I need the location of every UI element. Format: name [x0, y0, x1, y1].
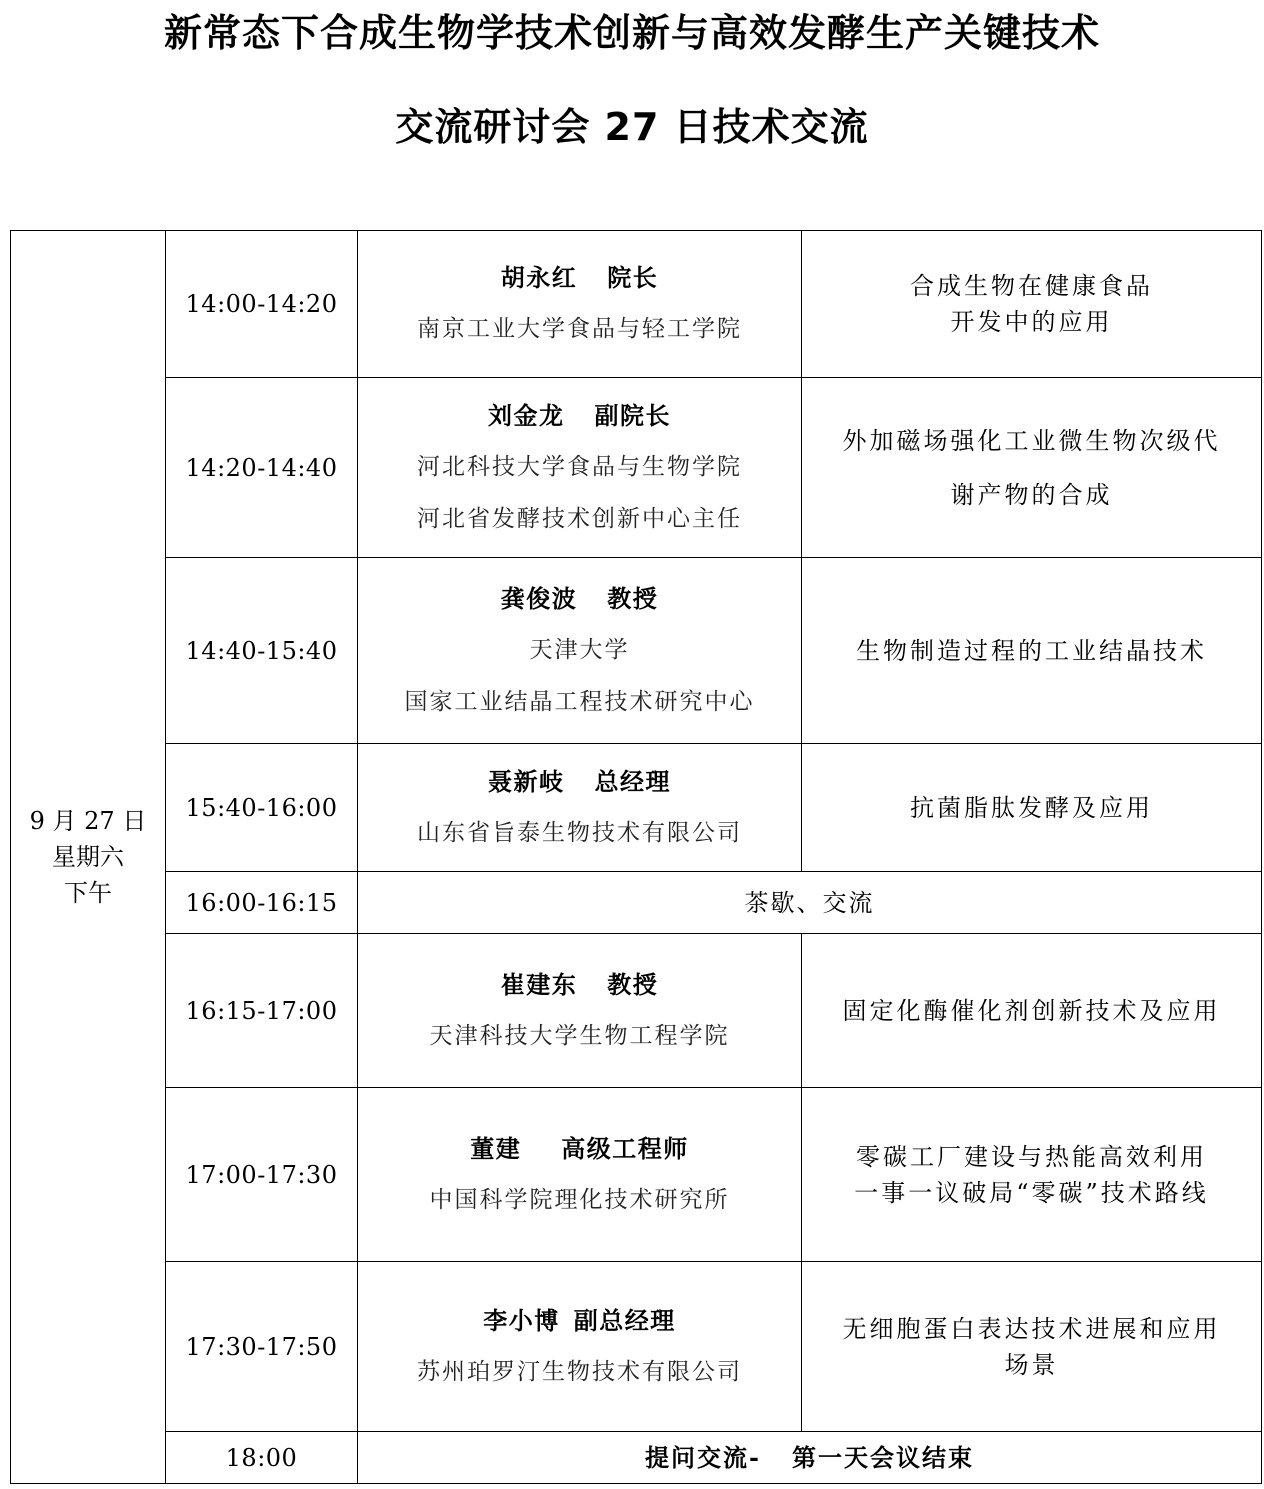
topic-line: 合成生物在健康食品 [910, 272, 1153, 300]
talk-topic [802, 378, 1262, 558]
topic-line: 谢产物的合成 [950, 480, 1113, 509]
talk-topic [802, 744, 1262, 872]
topic-line: 场景 [1004, 1350, 1059, 1379]
speaker-name: 龚俊波 [500, 583, 578, 613]
schedule-row [11, 1262, 1262, 1432]
time-slot: 14:40-15:40 [166, 558, 358, 744]
weekday-label: 星期六 [52, 843, 124, 871]
speaker-name: 李小博 [483, 1305, 560, 1335]
topic-line: 抗菌脂肽发酵及应用 [910, 793, 1153, 822]
time-slot: 14:00-14:20 [166, 231, 358, 378]
topic-line: 固定化酶催化剂创新技术及应用 [842, 996, 1221, 1025]
talk-topic [802, 934, 1262, 1088]
speaker-title: 总经理 [594, 766, 671, 796]
time-slot: 15:40-16:00 [166, 744, 358, 872]
speaker-affiliation: 河北科技大学食品与生物学院 [417, 453, 742, 480]
date-label: 9 月 27 日 [29, 807, 147, 835]
speaker-title: 院长 [607, 263, 659, 292]
break-cell: 茶歇、交流 [358, 872, 1262, 934]
schedule-row [11, 1432, 1262, 1484]
speaker-name-line [364, 757, 795, 807]
speaker-name: 胡永红 [500, 263, 578, 292]
topic-line: 一事一议破局“零碳”技术路线 [854, 1178, 1209, 1207]
speaker-name-line [364, 1296, 795, 1346]
speaker-name-line [364, 574, 795, 624]
speaker-name: 刘金龙 [488, 400, 565, 430]
speaker-cell [358, 1088, 802, 1262]
period-label: 下午 [64, 879, 112, 907]
schedule-row [11, 744, 1262, 872]
speaker-title: 高级工程师 [561, 1133, 689, 1163]
speaker-name-line [364, 253, 795, 303]
speaker-title: 教授 [607, 969, 659, 999]
document-title-line-1: 新常态下合成生物学技术创新与高效发酵生产关键技术 [163, 11, 1100, 55]
time-slot: 18:00 [166, 1432, 358, 1484]
schedule-row [11, 231, 1262, 378]
time-slot: 17:00-17:30 [166, 1088, 358, 1262]
topic-line: 开发中的应用 [950, 308, 1113, 336]
speaker-affiliation: 山东省旨泰生物技术有限公司 [417, 819, 742, 846]
speaker-cell [358, 934, 802, 1088]
schedule-table [10, 230, 1262, 1484]
time-slot: 16:00-16:15 [166, 872, 358, 934]
speaker-title: 副总经理 [573, 1305, 676, 1335]
speaker-affiliation: 河北省发酵技术创新中心主任 [417, 505, 742, 532]
speaker-cell [358, 558, 802, 744]
topic-line: 无细胞蛋白表达技术进展和应用 [842, 1314, 1221, 1343]
time-slot: 16:15-17:00 [166, 934, 358, 1088]
talk-topic [802, 231, 1262, 378]
speaker-name-line [364, 1124, 795, 1174]
speaker-cell [358, 231, 802, 378]
talk-topic [802, 558, 1262, 744]
speaker-affiliation: 国家工业结晶工程技术研究中心 [404, 688, 755, 715]
topic-line: 零碳工厂建设与热能高效利用 [856, 1142, 1207, 1171]
speaker-name-line [364, 391, 795, 441]
speaker-cell [358, 378, 802, 558]
schedule-row [11, 934, 1262, 1088]
speaker-title: 副院长 [594, 400, 671, 430]
document-title-line-2: 交流研讨会 27 日技术交流 [395, 105, 869, 149]
time-slot: 14:20-14:40 [166, 378, 358, 558]
topic-line: 生物制造过程的工业结晶技术 [856, 636, 1207, 665]
schedule-row [11, 872, 1262, 934]
speaker-affiliation: 中国科学院理化技术研究所 [429, 1186, 730, 1213]
speaker-cell [358, 744, 802, 872]
speaker-title: 教授 [607, 583, 659, 613]
time-slot: 17:30-17:50 [166, 1262, 358, 1432]
speaker-name: 崔建东 [500, 969, 578, 999]
schedule-row [11, 1088, 1262, 1262]
closing-cell: 提问交流- 第一天会议结束 [358, 1432, 1262, 1484]
speaker-affiliation: 南京工业大学食品与轻工学院 [417, 316, 742, 342]
speaker-cell [358, 1262, 802, 1432]
topic-line: 外加磁场强化工业微生物次级代 [842, 426, 1221, 455]
date-cell [11, 231, 166, 1484]
speaker-affiliation: 天津大学 [529, 636, 630, 663]
talk-topic [802, 1088, 1262, 1262]
speaker-name-line [364, 960, 795, 1010]
schedule-row [11, 558, 1262, 744]
speaker-name: 董建 [470, 1133, 522, 1163]
schedule-row [11, 378, 1262, 558]
speaker-affiliation: 苏州珀罗汀生物技术有限公司 [417, 1358, 742, 1385]
speaker-affiliation: 天津科技大学生物工程学院 [429, 1022, 730, 1049]
speaker-name: 聂新岐 [488, 766, 565, 796]
talk-topic [802, 1262, 1262, 1432]
